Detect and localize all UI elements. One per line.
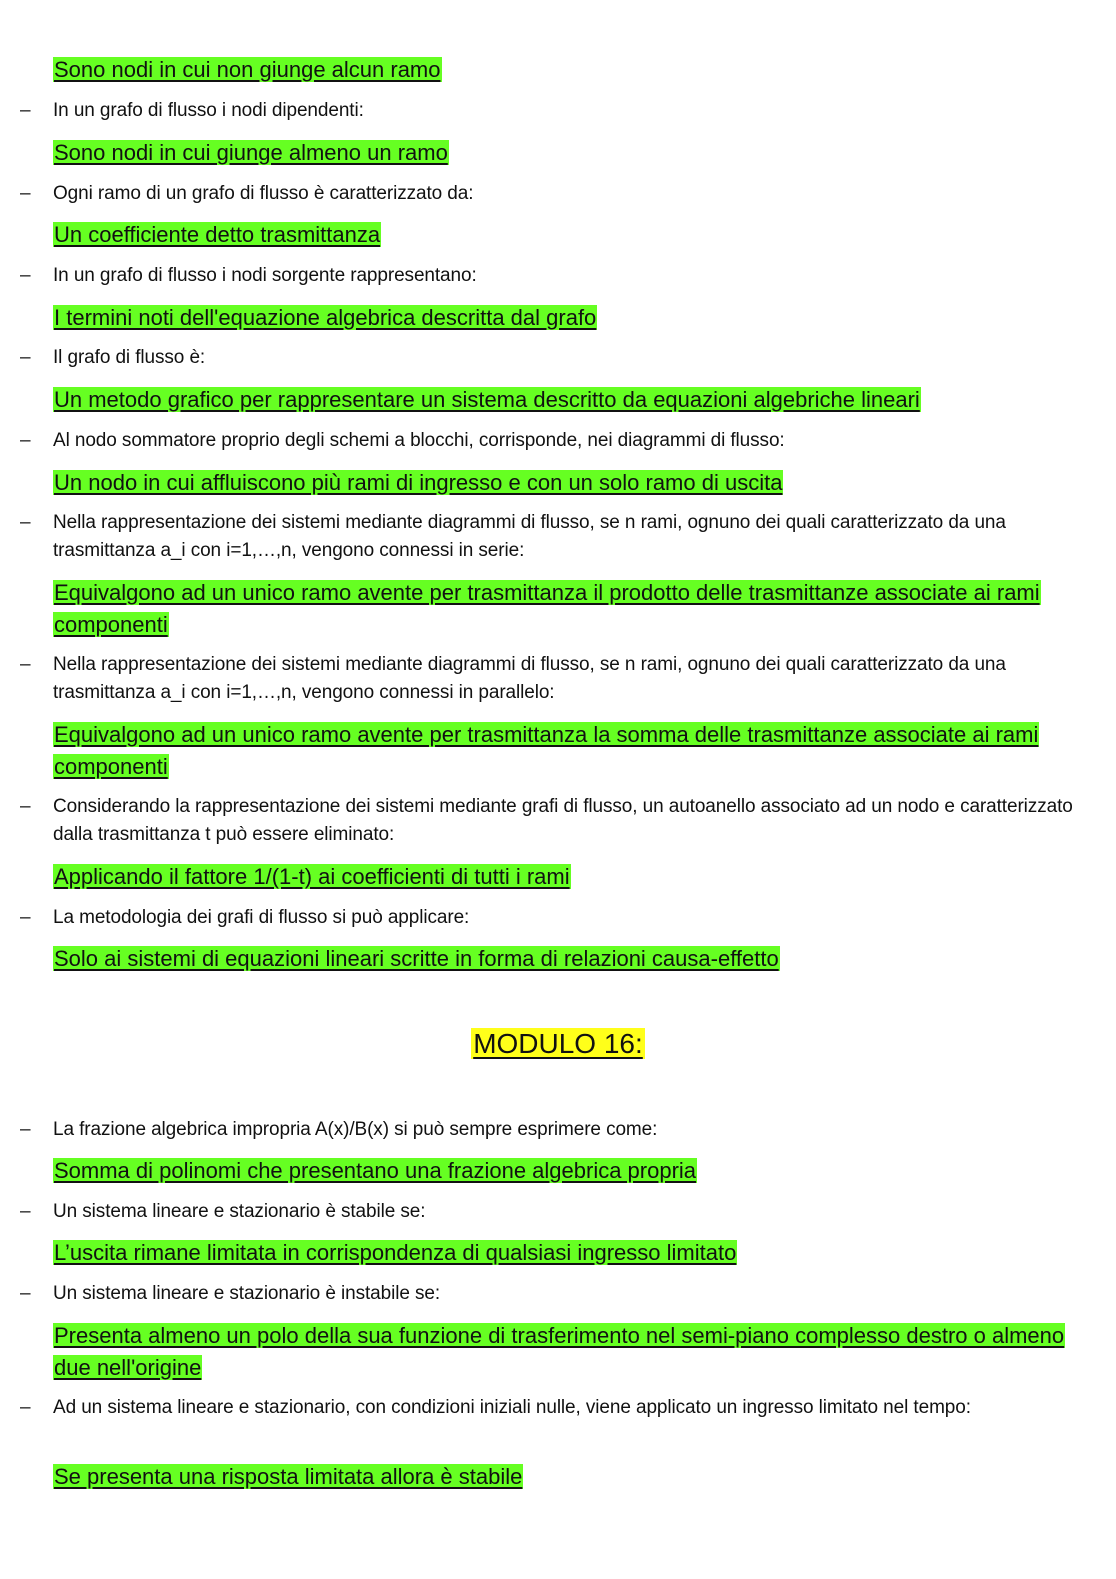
answer-text: L’uscita rimane limitata in corrispondenza di qualsiasi ingresso limitato bbox=[54, 1240, 737, 1265]
bullet-dash: – bbox=[20, 907, 31, 928]
answer-text: Sono nodi in cui giunge almeno un ramo bbox=[54, 140, 448, 165]
bullet-dash: – bbox=[20, 183, 31, 204]
answer-text: Se presenta una risposta limitata allora è stabile bbox=[54, 1464, 523, 1489]
answer-text: Somma di polinomi che presentano una frazione algebrica propria bbox=[54, 1158, 697, 1183]
question-text: Il grafo di flusso è: bbox=[53, 347, 206, 368]
question-text: Un sistema lineare e stazionario è instabile se: bbox=[53, 1283, 441, 1304]
answer-text: Un metodo grafico per rappresentare un sistema descritto da equazioni algebriche lineari bbox=[54, 387, 920, 412]
bullet-dash: – bbox=[20, 100, 31, 121]
question-text: Un sistema lineare e stazionario è stabile se: bbox=[53, 1201, 426, 1222]
question-text: Considerando la rappresentazione dei sistemi mediante grafi di flusso, un autoanello associato ad un nodo e caratterizzato dalla trasmittanza t può essere eliminato: bbox=[53, 796, 1073, 845]
question-text: In un grafo di flusso i nodi dipendenti: bbox=[53, 100, 364, 121]
question-text: Nella rappresentazione dei sistemi mediante diagrammi di flusso, se n rami, ognuno dei quali caratterizzato da una trasmittanza a_i con i=1,…,n, vengono connessi in serie: bbox=[53, 512, 1006, 561]
answer-text: Un nodo in cui affluiscono più rami di ingresso e con un solo ramo di uscita bbox=[54, 470, 783, 495]
question-text: Ogni ramo di un grafo di flusso è caratterizzato da: bbox=[53, 183, 474, 204]
bullet-dash: – bbox=[20, 347, 31, 368]
answer-text: Solo ai sistemi di equazioni lineari scritte in forma di relazioni causa-effetto bbox=[54, 946, 779, 971]
answer-text: Sono nodi in cui non giunge alcun ramo bbox=[54, 57, 441, 82]
bullet-dash: – bbox=[20, 796, 31, 817]
answer-text: Applicando il fattore 1/(1-t) ai coefficienti di tutti i rami bbox=[54, 864, 570, 889]
bullet-dash: – bbox=[20, 265, 31, 286]
bullet-dash: – bbox=[20, 1119, 31, 1140]
question-text: La metodologia dei grafi di flusso si può applicare: bbox=[53, 907, 470, 928]
question-text: La frazione algebrica impropria A(x)/B(x) si può sempre esprimere come: bbox=[53, 1119, 658, 1140]
bullet-dash: – bbox=[20, 1397, 31, 1418]
module-heading: MODULO 16: bbox=[473, 1028, 643, 1059]
question-text: In un grafo di flusso i nodi sorgente rappresentano: bbox=[53, 265, 477, 286]
bullet-dash: – bbox=[20, 1201, 31, 1222]
bullet-dash: – bbox=[20, 512, 31, 533]
answer-text: Presenta almeno un polo della sua funzione di trasferimento nel semi-piano complesso destro o almeno due nell'origine bbox=[54, 1323, 1065, 1380]
answer-text: Equivalgono ad un unico ramo avente per trasmittanza la somma delle trasmittanze associate ai rami componenti bbox=[54, 722, 1039, 779]
question-text: Al nodo sommatore proprio degli schemi a blocchi, corrisponde, nei diagrammi di flusso: bbox=[53, 430, 785, 451]
answer-text: Un coefficiente detto trasmittanza bbox=[54, 222, 381, 247]
bullet-dash: – bbox=[20, 430, 31, 451]
bullet-dash: – bbox=[20, 654, 31, 675]
answer-text: Equivalgono ad un unico ramo avente per trasmittanza il prodotto delle trasmittanze associate ai rami componenti bbox=[54, 580, 1040, 637]
bullet-dash: – bbox=[20, 1283, 31, 1304]
question-text: Nella rappresentazione dei sistemi mediante diagrammi di flusso, se n rami, ognuno dei quali caratterizzato da una trasmittanza a_i con i=1,…,n, vengono connessi in parallelo: bbox=[53, 654, 1006, 703]
answer-text: I termini noti dell'equazione algebrica descritta dal grafo bbox=[54, 305, 597, 330]
question-text: Ad un sistema lineare e stazionario, con condizioni iniziali nulle, viene applicato un ingresso limitato nel tempo: bbox=[53, 1397, 971, 1418]
